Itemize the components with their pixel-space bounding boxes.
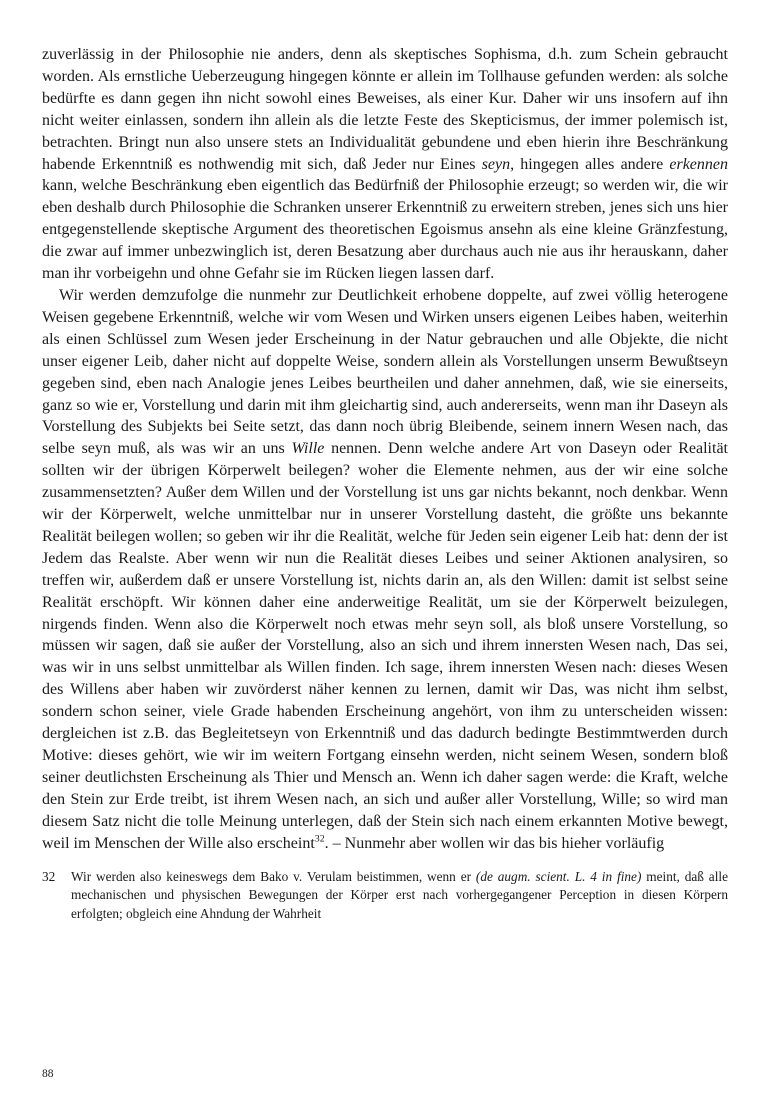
main-text xyxy=(42,44,728,855)
body-paragraph-2: Wir werden demzufolge die nunmehr zur Deutlichkeit erhobene doppelte, auf zwei völlig heterogene Weisen gegebene Erkenntniß, welche wir vom Wesen und Wirken unsers eigenen Leibes haben, weiterhin als einen Schlüssel zum Wesen jeder Erscheinung in der Natur gebrauchen und alle Objekte, die nicht unser eigener Leib, daher nicht auf doppelte Weise, sondern allein als Vorstellungen unserm Bewußtseyn gegeben sind, eben nach Analogie jenes Leibes beurtheilen und daher annehmen, daß, wie sie einerseits, ganz so wie er, Vorstellung und darin mit ihm gleichartig sind, auch andererseits, wenn man ihr Daseyn als Vorstellung des Subjekts bei Seite setzt, das dann noch übrig Bleibende, seinem innern Wesen nach, das selbe seyn muß, als was wir an uns Wille nennen. Denn welche andere Art von Daseyn oder Realität sollten wir der übrigen Körperwelt beilegen? woher die Elemente nehmen, aus der wir eine solche zusammensetzten? Außer dem Willen und der Vorstellung ist uns gar nichts bekannt, noch denkbar. Wenn wir der Körperwelt, welche unmittelbar nur in unserer Vorstellung dasteht, die größte uns bekannte Realität beilegen wollen; so geben wir ihr die Realität, welche für Jeden sein eigener Leib hat: denn der ist Jedem das Realste. Aber wenn wir nun die Realität dieses Leibes und seiner Aktionen analysiren, so treffen wir, außerdem daß er unsere Vorstellung ist, nichts darin an, als den Willen: damit ist selbst seine Realität erschöpft. Wir können daher eine anderweitige Realität, um sie der Körperwelt beizulegen, nirgends finden. Wenn also die Körperwelt noch etwas mehr seyn soll, als bloß unsere Vorstellung, so müssen wir sagen, daß sie außer der Vorstellung, also an sich und ihrem innersten Wesen nach, Das sei, was wir in uns selbst unmittelbar als Willen finden. Ich sage, ihrem innersten Wesen nach: dieses Wesen des Willens aber haben wir zuvörderst näher kennen zu lernen, damit wir Das, was nicht ihm selbst, sondern schon seiner, viele Grade habenden Erscheinung angehört, von ihm zu unterscheiden wissen: dergleichen ist z.B. das Begleitetseyn von Erkenntniß und das dadurch bedingte Bestimmtwerden durch Motive: dieses gehört, wie wir im weitern Fortgang einsehn werden, nicht seinem Wesen, sondern bloß seiner deutlichsten Erscheinung als Thier und Mensch an. Wenn ich daher sagen werde: die Kraft, welche den Stein zur Erde treibt, ist ihrem Wesen nach, an sich und außer aller Vorstellung, Wille; so wird man diesem Satz nicht die tolle Meinung unterlegen, daß der Stein sich nach einem erkannten Motive bewegt, weil im Menschen der Wille also erscheint$^{32}$. – Nunmehr aber wollen wir das bis hieher vorläufig xyxy=(42,286,728,852)
body-paragraph-1: zuverlässig in der Philosophie nie anders, denn als skeptisches Sophisma, d.h. zum Schein gebraucht worden. Als ernstliche Ueberzeugung hingegen könnte er allein im Tollhause gefunden werden: als solche bedürfte es dann gegen ihn nicht sowohl eines Beweises, als einer Kur. Daher wir uns insofern auf ihn nicht weiter einlassen, sondern ihn allein als die letzte Feste des Skepticismus, der immer polemisch ist, betrachten. Bringt nun also unsere stets an Individualität gebundene und eben hierin ihre Beschränkung habende Erkenntniß es nothwendig mit sich, daß Jeder nur Eines seyn, hingegen alles andere erkennen kann, welche Beschränkung eben eigentlich das Bedürfniß der Philosophie erzeugt; so werden wir, die wir eben deshalb durch Philosophie die Schranken unserer Erkenntniß zu erweitern streben, jenes sich uns hier entgegenstellende skeptische Argument des theoretischen Egoismus ansehn als eine kleine Gränzfestung, die zwar auf immer unbezwinglich ist, deren Besatzung aber durchaus auch nie aus ihr herauskann, daher man ihr vorbeigehn und ohne Gefahr sie im Rücken liegen lassen darf. xyxy=(42,46,728,283)
footnote-number: 32 xyxy=(42,868,56,884)
page-number: 88 xyxy=(42,1068,54,1080)
footnote-text: Wir werden also keineswegs dem Bako v. Verulam beistimmen, wenn er (de augm. scient. L. 4 in fine) meint, daß alle mechanischen und physischen Bewegungen der Körper erst nach vorhergegangener Perception in diesen Körpern erfolgten; obgleich eine Ahndung der Wahrheit xyxy=(71,868,728,921)
footnote xyxy=(42,868,728,924)
